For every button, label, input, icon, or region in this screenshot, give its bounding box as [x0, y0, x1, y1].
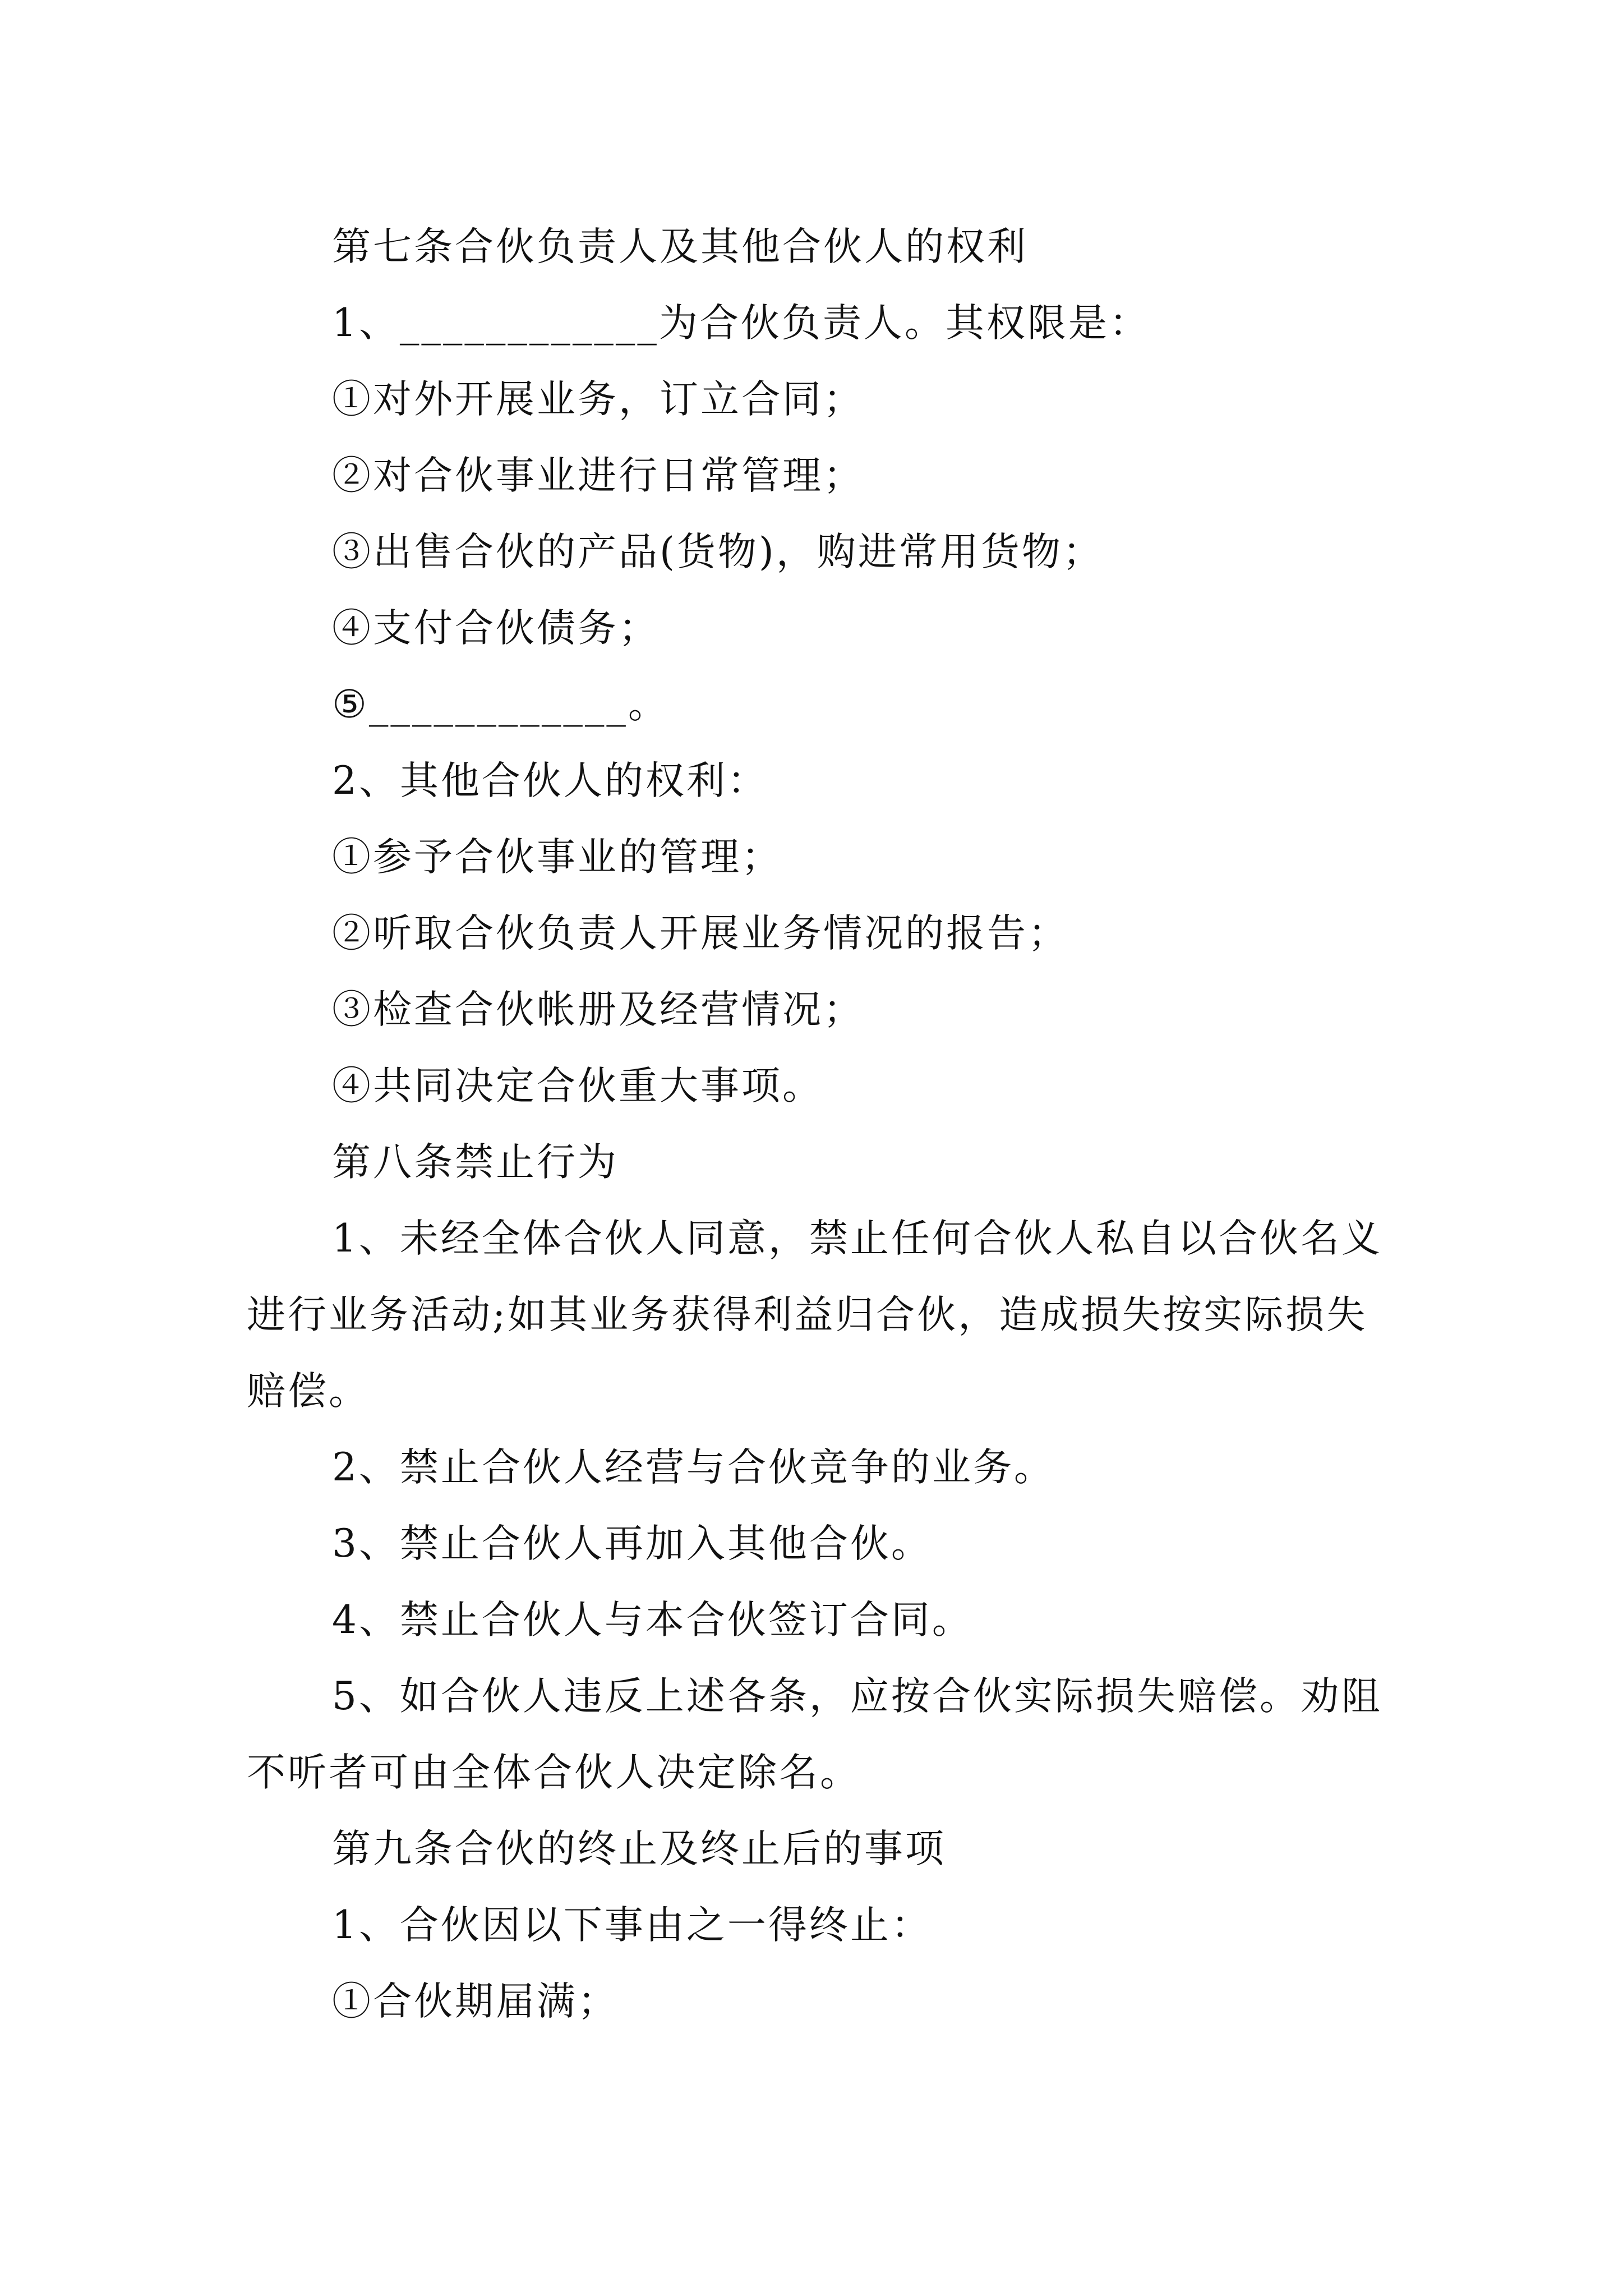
list-item: ①参予合伙事业的管理；	[332, 835, 782, 880]
paragraph: 4、禁止合伙人与本合伙签订合同。	[332, 1598, 973, 1642]
document-body	[247, 209, 1391, 2040]
paragraph: 1、____________为合伙负责人。其权限是：	[332, 301, 1150, 346]
list-item: ①合伙期届满；	[332, 1979, 619, 2024]
article-heading: 第九条合伙的终止及终止后的事项	[332, 1826, 946, 1871]
article-heading: 第七条合伙负责人及其他合伙人的权利	[332, 224, 1028, 269]
list-item: ①对外开展业务，订立合同；	[332, 377, 864, 422]
article-heading: 第八条禁止行为	[332, 1140, 619, 1185]
paragraph: 1、合伙因以下事由之一得终止：	[332, 1903, 932, 1948]
list-item: ②对合伙事业进行日常管理；	[332, 453, 864, 498]
list-item: ④支付合伙债务；	[332, 606, 660, 651]
list-item: ④共同决定合伙重大事项。	[332, 1064, 823, 1108]
list-item: ②听取合伙负责人开展业务情况的报告；	[332, 911, 1069, 956]
list-item: ③出售合伙的产品(货物)，购进常用货物；	[332, 530, 1104, 574]
paragraph: 2、禁止合伙人经营与合伙竞争的业务。	[332, 1445, 1055, 1490]
paragraph: 3、禁止合伙人再加入其他合伙。	[332, 1521, 932, 1566]
paragraph: 1、未经全体合伙人同意，禁止任何合伙人私自以合伙名义进行业务活动;如其业务获得利益归合伙，造成损失按实际损失赔偿。	[247, 1216, 1382, 1414]
list-item: ③检查合伙帐册及经营情况；	[332, 987, 864, 1032]
paragraph: 2、其他合伙人的权利：	[332, 758, 768, 803]
list-item: ⑤____________。	[332, 682, 669, 727]
paragraph: 5、如合伙人违反上述各条，应按合伙实际损失赔偿。劝阻不听者可由全体合伙人决定除名。	[247, 1674, 1382, 1795]
